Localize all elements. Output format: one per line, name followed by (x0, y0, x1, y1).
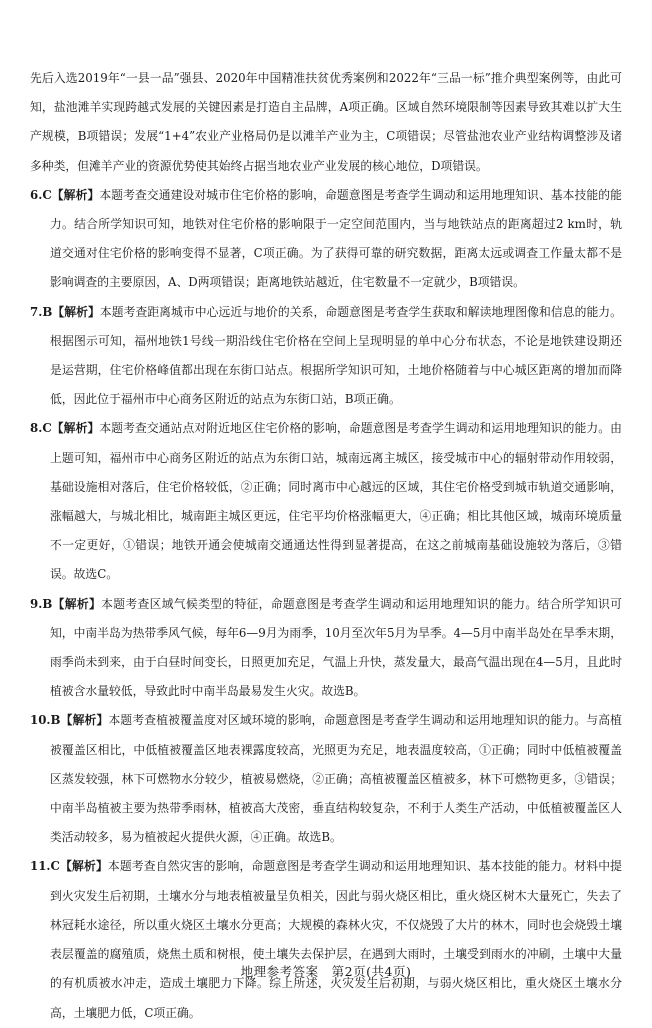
analysis-tag: 【解析】 (59, 859, 108, 874)
answer-text: 本题考查区域气候类型的特征，命题意图是考查学生调动和运用地理知识的能力。结合所学知识可知，中南半岛为热带季风气候，每年6—9月为雨季，10月至次年5月为旱季。4—5月中南半岛处在旱季末期，雨季尚未到来，由于白昼时间变长，日照更加充足，气温上升快，蒸发量大，最高气温出现在4—5月，且此时植被含水量较低，导致此时中南半岛最易发生火灾。故选B。 (50, 596, 622, 699)
answer-item-7 (30, 298, 622, 415)
answer-number: 9.B (30, 596, 53, 611)
answer-text: 本题考查植被覆盖度对区域环境的影响，命题意图是考查学生调动和运用地理知识的能力。与高植被覆盖区相比，中低植被覆盖区地表裸露度较高，光照更为充足，地表温度较高，①正确；同时中低植被覆盖区蒸发较强，林下可燃物水分较少，植被易燃烧，②正确；高植被覆盖区植被多，林下可燃物更多，③错误；中南半岛植被主要为热带季雨林，植被高大茂密，垂直结构较复杂，不利于人类生产活动，中低植被覆盖区人类活动较多，易为植被起火提供火源，④正确。故选B。 (50, 713, 622, 845)
continuation-paragraph: 先后入选2019年“一县一品”强县、2020年中国精准扶贫优秀案例和2022年“三品一标”推介典型案例等，由此可知，盐池滩羊实现跨越式发展的关键因素是打造自主品牌，A项正确。区域自然环境限制等因素导致其难以扩大生产规模，B项错误；发展“1+4”农业产业格局仍是以滩羊产业为主，C项错误；尽管盐池农业产业结构调整涉及诸多种类，但滩羊产业的资源优势使其始终占据当地农业产业发展的核心地位，D项错误。 (30, 71, 622, 173)
analysis-tag: 【解析】 (51, 187, 100, 202)
answer-number: 11.C (30, 859, 60, 874)
answer-number: 10.B (30, 713, 61, 728)
answer-item-10 (30, 706, 622, 852)
answer-text: 本题考查交通站点对附近地区住宅价格的影响，命题意图是考查学生调动和运用地理知识的能力。由上题可知，福州市中心商务区附近的站点为东街口站，城南远离主城区，接受城市中心的辐射带动作用较弱，基础设施相对落后，住宅价格较低，②正确；同时离市中心越远的区域，其住宅价格受到城市轨道交通影响，涨幅越大，与城北相比，城南距主城区更远，住宅平均价格涨幅更大，④正确；相比其他区域，城南环境质量不一定更好，①错误；地铁开通会使城南交通通达性得到显著提高，在这之前城南基础设施较为落后，③错误。故选C。 (50, 421, 622, 582)
answer-text: 本题考查距离城市中心远近与地价的关系，命题意图是考查学生获取和解读地理图像和信息的能力。根据图示可知，福州地铁1号线一期沿线住宅价格在空间上呈现明显的单中心分布状态，不论是地铁建设期还是运营期，住宅价格峰值都出现在东街口站点。根据所学知识可知，土地价格随着与中心城区距离的增加而降低，因此位于福州市中心商务区附近的站点为东街口站，B项正确。 (50, 304, 622, 407)
answer-item-9 (30, 590, 622, 707)
analysis-tag: 【解析】 (52, 596, 102, 611)
page-footer: 地理参考答案 第2页(共4页) (240, 964, 412, 979)
analysis-tag: 【解析】 (60, 713, 109, 728)
analysis-tag: 【解析】 (52, 304, 100, 319)
answer-number: 8.C (30, 421, 52, 436)
answer-item-11 (30, 852, 622, 1027)
answer-item-8 (30, 414, 622, 589)
answer-number: 7.B (30, 304, 53, 319)
answer-item-6 (30, 181, 622, 298)
analysis-tag: 【解析】 (51, 421, 100, 436)
answer-text: 本题考查自然灾害的影响，命题意图是考查学生调动和运用地理知识、基本技能的能力。材料中提到火灾发生后初期，土壤水分与地表植被量呈负相关，因此与弱火烧区相比，重火烧区树木大量死亡，失去了林冠耗水途径，所以重火烧区土壤水分更高；大规模的森林火灾，不仅烧毁了大片的林木，同时也会烧毁土壤表层覆盖的腐殖质，烧焦土质和树根，使土壤失去保护层，在遇到大雨时，土壤受到雨水的冲刷，土壤中大量的有机质被水冲走，造成土壤肥力下降。综上所述，火灾发生后初期，与弱火烧区相比，重火烧区土壤水分高，土壤肥力低，C项正确。 (50, 859, 622, 1020)
answer-text: 本题考查交通建设对城市住宅价格的影响，命题意图是考查学生调动和运用地理知识、基本技能的能力。结合所学知识可知，地铁对住宅价格的影响限于一定空间范围内，当与地铁站点的距离超过2 km时，轨道交通对住宅价格的影响变得不显著，C项正确。为了获得可靠的研究数据，距离太远或调查工作量太都不是影响调查的主要原因，A、D两项错误；距离地铁站越近，住宅数量不一定就少，B项错误。 (50, 187, 622, 290)
answer-number: 6.C (30, 187, 52, 202)
